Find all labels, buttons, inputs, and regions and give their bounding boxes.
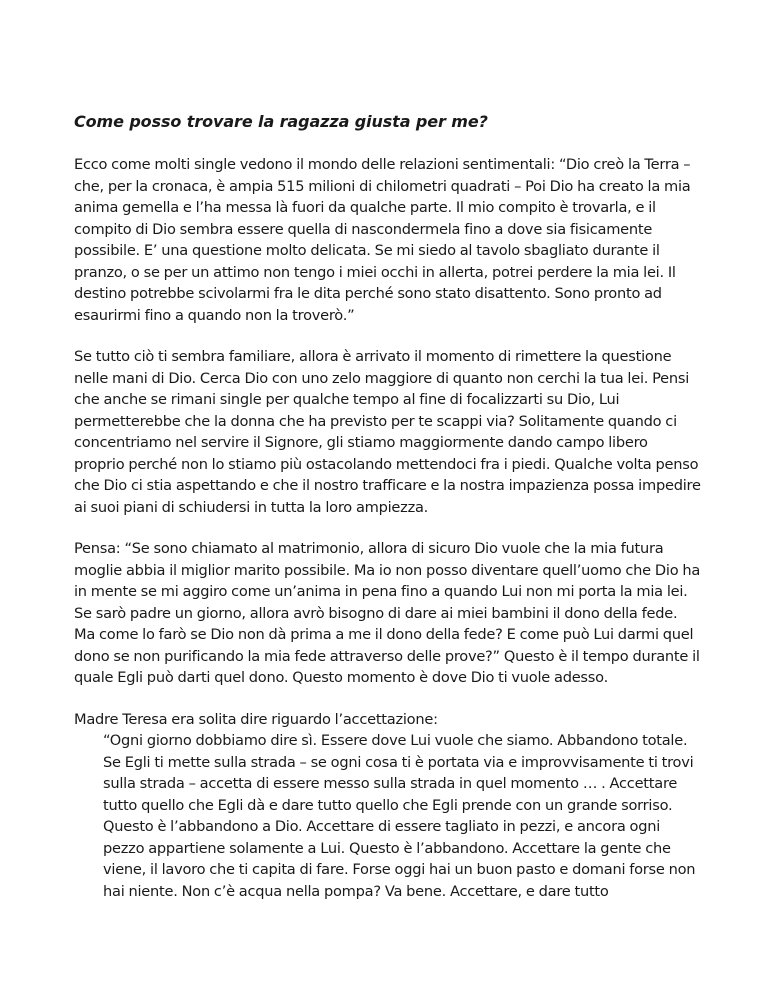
paragraph-familiar: Se tutto ciò ti sembra familiare, allora è arrivato il momento di rimettere la questione nelle mani di Dio. Cerca Dio con uno zelo maggiore di quanto non cerchi la tua lei. Pensi che anche se rimani single per qualche tempo al fine di focalizzarti su Dio, Lui permetterebbe che la donna che ha previsto per te scappi via? Solitamente quando ci concentriamo nel servire il Signore, gli stiamo maggiormente dando campo libero proprio perché non lo stiamo più ostacolando mettendoci fra i piedi. Qualche volta penso che Dio ci stia aspettando e che il nostro trafficare e la nostra impazienza possa impedire ai suoi piani di schiudersi in tutta la loro ampiezza.	[74, 348, 701, 516]
paragraph-mother-teresa: Madre Teresa era solita dire riguardo l’accettazione:	[74, 710, 438, 728]
block-quote: “Ogni giorno dobbiamo dire sì. Essere dove Lui vuole che siamo. Abbandono totale. Se Egli ti mette sulla strada – se ogni cosa ti è portata via e improvvisamente ti trovi sulla strada – accetta di essere messo sulla strada in quel momento … . Accettare tutto quello che Egli dà e dare tutto quello che Egli prende con un grande sorriso. Questo è l’abbandono a Dio. Accettare di essere tagliato in pezzi, e ancora ogni pezzo appartiene solamente a Lui. Questo è l’abbandono. Accettare la gente che viene, il lavoro che ti capita di fare. Forse oggi hai un buon pasto e domani forse non hai niente. Non c’è acqua nella pompa? Va bene. Accettare, e dare tutto	[103, 732, 696, 900]
paragraph-think: Pensa: “Se sono chiamato al matrimonio, allora di sicuro Dio vuole che la mia futura moglie abbia il miglior marito possibile. Ma io non posso diventare quell’uomo che Dio ha in mente se mi aggiro come un’anima in pena fino a quando Lui non mi porta la mia lei. Se sarò padre un giorno, allora avrò bisogno di dare ai miei bambini il dono della fede. Ma come lo farò se Dio non dà prima a me il dono della fede? E come può Lui darmi quel dono se non purificando la mia fede attraverso delle prove?” Questo è il tempo durante il quale Egli può darti quel dono. Questo momento è dove Dio ti vuole adesso.	[74, 540, 701, 686]
paragraph-intro: Ecco come molti single vedono il mondo delle relazioni sentimentali: “Dio creò la Terra – che, per la cronaca, è ampia 515 milioni di chilometri quadrati – Poi Dio ha creato la mia anima gemella e l’ha messa là fuori da qualche parte. Il mio compito è trovarla, e il compito di Dio sembra essere quella di nascondermela fino a dove sia fisicamente possibile. E’ una questione molto delicata. Se mi siedo al tavolo sbagliato durante il pranzo, o se per un attimo non tengo i miei occhi in allerta, potrei perdere la mia lei. Il destino potrebbe scivolarmi fra le dita perché sono stato disattento. Sono pronto ad esaurirmi fino a quando non la troverò.”	[74, 156, 691, 324]
document-title: Come posso trovare la ragazza giusta per me?	[74, 112, 488, 131]
document-page	[74, 111, 702, 902]
